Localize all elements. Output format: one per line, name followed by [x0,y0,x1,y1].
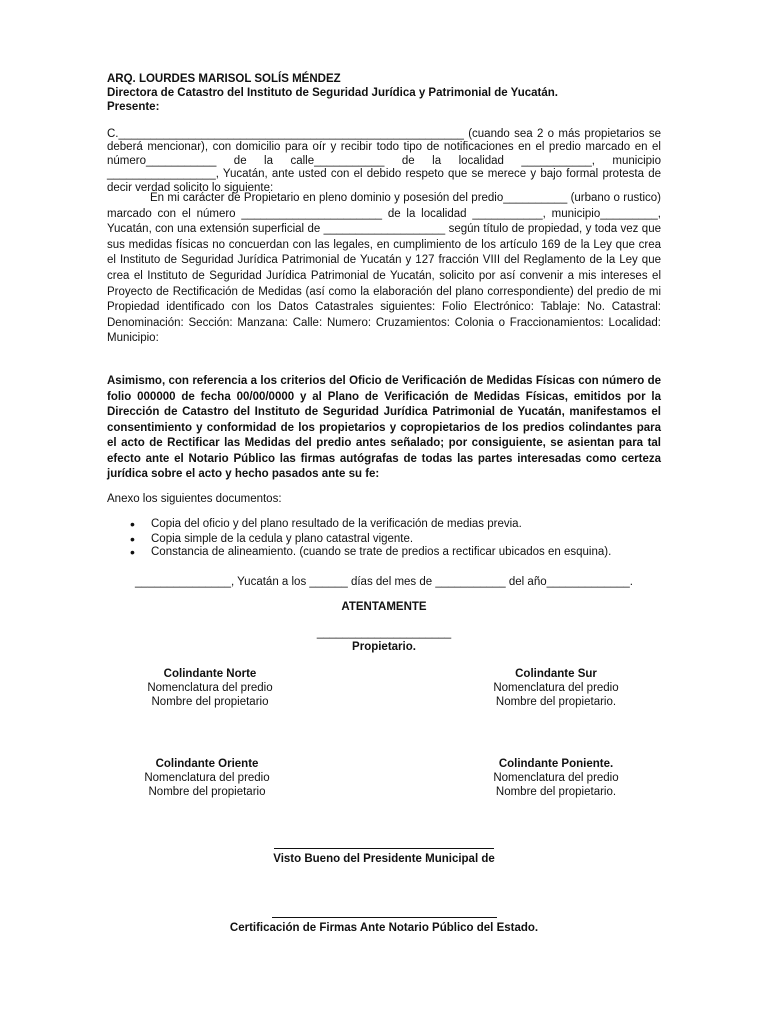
list-item: • Copia del oficio y del plano resultado de la verificación de medias previa. [127,518,667,532]
salutation: Presente: [107,101,160,114]
mayor-approval-label: Visto Bueno del Presidente Municipal de [273,853,495,865]
neighbor-north-title: Colindante Norte [163,668,257,680]
addressee-name: ARQ. LOURDES MARISOL SOLÍS MÉNDEZ [107,73,341,85]
neighbor-east-block [117,757,297,800]
notary-certification-label: Certificación de Firmas Ante Notario Público del Estado. [229,922,539,934]
addressee-position: Directora de Catastro del Instituto de Seguridad Jurídica y Patrimonial de Yucatán. [107,87,558,100]
list-item: • Copia simple de la cedula y plano catastral vigente. [127,533,667,547]
neighbor-north-owner: Nombre del propietario [151,696,269,709]
neighbor-north-lot: Nomenclatura del predio [147,682,273,695]
owner-signature-line: _____________________ [316,627,452,639]
neighbor-east-lot: Nomenclatura del predio [144,772,270,785]
notary-signature-line [272,917,497,918]
mayor-signature-line [274,848,494,849]
closing-atentamente: ATENTAMENTE [341,601,427,613]
date-line: _______________, Yucatán a los ______ días del mes de ___________ del año_____________. [135,576,633,588]
annex-intro: Anexo los siguientes documentos: [107,493,282,505]
neighbor-west-lot: Nomenclatura del predio [493,772,619,785]
neighbor-west-title: Colindante Poniente. [498,758,614,770]
owner-signature-label: Propietario. [352,641,416,653]
neighbor-south-lot: Nomenclatura del predio [493,682,619,695]
request-paragraph: En mi carácter de Propietario en pleno dominio y posesión del predio__________ (urbano o rustico) marcado con el número ______________________ de la localidad ___________, municipio_________, Yucatán, con una extensión superficial de ___________________ según título de propiedad, y toda vez que sus medidas físicas no concuerdan con las legales, en cumplimiento de los artículo 169 de la Ley que crea el Instituto de Seguridad Jurídica Patrimonial de Yucatán y 127 fracción VIII del Reglamento de la Ley que crea el Instituto de Seguridad Jurídica Patrimonial de Yucatán, solicito por así convenir a mis intereses el Proyecto de Rectificación de Medidas (así como la elaboración del plano correspondiente) del predio de mi Propiedad identificado con los Datos Catastrales siguientes: Folio Electrónico: Tablaje: No. Catastral: Denominación: Sección: Manzana: Calle: Numero: Cruzamientos: Colonia o Fraccionamientos: Localidad: Municipio: [107,192,661,345]
neighbor-south-title: Colindante Sur [515,668,597,680]
neighbor-east-title: Colindante Oriente [155,758,259,770]
neighbor-south-block [466,667,646,710]
neighbor-south-owner: Nombre del propietario. [495,696,617,709]
addressee-block [107,72,667,115]
consent-paragraph: Asimismo, con referencia a los criterios del Oficio de Verificación de Medidas Físicas con número de folio 000000 de fecha 00/00/0000 y al Plano de Verificación de Medidas Físicas, emitidos por la Dirección de Catastro del Instituto de Seguridad Jurídica Patrimonial de Yucatán, manifestamos el consentimiento y conformidad de los propietarios y copropietarios de los predios colindantes para el acto de Rectificar las Medidas del predio antes señalado; por consiguiente, se asientan para tal efecto ante el Notario Público las firmas autógrafas de todas las partes interesadas como certeza jurídica sobre el acto y hecho pasados ante su fe: [107,375,661,480]
neighbor-west-owner: Nombre del propietario. [495,786,617,799]
list-item: • Constancia de alineamiento. (cuando se trate de predios a rectificar ubicados en esquina). [127,546,667,560]
annex-list [127,518,667,560]
neighbor-west-block [466,757,646,800]
neighbor-east-owner: Nombre del propietario [148,786,266,799]
neighbor-north-block [120,667,300,710]
applicant-paragraph: C.______________________________________________________ (cuando sea 2 o más propietarios se deberá mencionar), con domicilio para oír y recibir todo tipo de notificaciones en el predio marcado en el número___________ de la calle___________ de la localidad ___________, municipio _________________, Yucatán, ante usted con el debido respeto que se merece y bajo formal protesta de decir verdad solicito lo siguiente: [107,128,661,194]
